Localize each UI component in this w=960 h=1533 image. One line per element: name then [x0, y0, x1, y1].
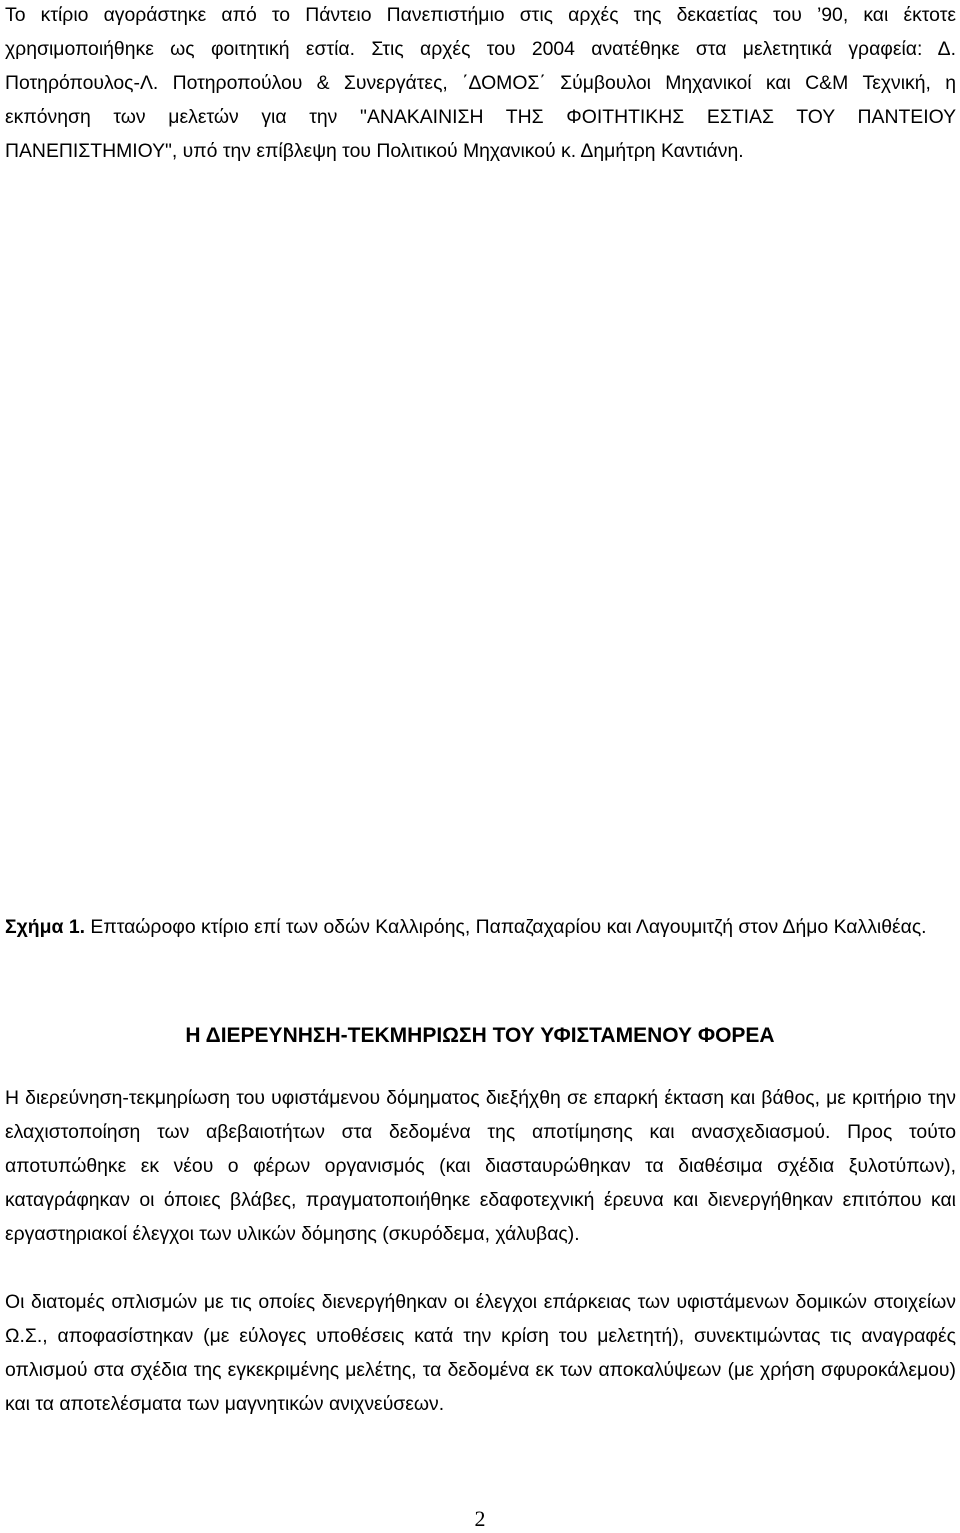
- sections-paragraph: Οι διατομές οπλισμών με τις οποίες διενεργήθηκαν οι έλεγχοι επάρκειας των υφιστάμενων δομικών στοιχείων Ω.Σ., αποφασίστηκαν (με εύλογες υποθέσεις κατά την κρίση του μελετητή), συνεκτιμώντας τις αναγραφές οπλισμού στα σχέδια της εγκεκριμένης μελέτης, τα δεδομένα εκ των αποκαλύψεων (με χρήση σφυροκάλεμου) και τα αποτελέσματα των μαγνητικών ανιχνεύσεων.: [5, 1291, 956, 1415]
- intro-paragraph: Το κτίριο αγοράστηκε από το Πάντειο Πανεπιστήμιο στις αρχές της δεκαετίας του ’90, και έκτοτε χρησιμοποιήθηκε ως φοιτητική εστία. Στις αρχές του 2004 ανατέθηκε στα μελετητικά γραφεία: Δ. Ποτηρόπουλος-Λ. Ποτηροπούλου & Συνεργάτες, ΄ΔΟΜΟΣ΄ Σύμβουλοι Μηχανικοί και C&M Τεχνική, η εκπόνηση των μελετών για την "ΑΝΑΚΑΙΝΙΣΗ ΤΗΣ ΦΟΙΤΗΤΙΚΗΣ ΕΣΤΙΑΣ ΤΟΥ ΠΑΝΤΕΙΟΥ ΠΑΝΕΠΙΣΤΗΜΙΟΥ", υπό την επίβλεψη του Πολιτικού Μηχανικού κ. Δημήτρη Καντιάνη.: [5, 4, 956, 162]
- figure-caption-text: Επταώροφο κτίριο επί των οδών Καλλιρόης, Παπαζαχαρίου και Λαγουμιτζή στον Δήμο Καλλιθέας.: [90, 916, 927, 938]
- figure-placeholder: [5, 190, 956, 910]
- research-paragraph: Η διερεύνηση-τεκμηρίωση του υφιστάμενου δόμηματος διεξήχθη σε επαρκή έκταση και βάθος, με κριτήριο την ελαχιστοποίηση των αβεβαιοτήτων στα δεδομένα της αποτίμησης και ανασχεδιασμού. Προς τούτο αποτυπώθηκε εκ νέου ο φέρων οργανισμός (και διασταυρώθηκαν τα διαθέσιμα σχέδια ξυλοτύπων), καταγράφηκαν οι όποιες βλάβες, πραγματοποιήθηκε εδαφοτεχνική έρευνα και διενεργήθηκαν επιτόπου και εργαστηριακοί έλεγχοι των υλικών δόμησης (σκυρόδεμα, χάλυβας).: [5, 1087, 956, 1245]
- figure-caption-label: Σχήμα 1.: [5, 916, 85, 938]
- page-number: 2: [474, 1506, 486, 1531]
- figure-caption: [5, 914, 956, 940]
- section-heading: Η ΔΙΕΡΕΥΝΗΣΗ-ΤΕΚΜΗΡΙΩΣΗ ΤΟΥ ΥΦΙΣΤΑΜΕΝΟΥ ΦΟΡΕΑ: [185, 1024, 775, 1047]
